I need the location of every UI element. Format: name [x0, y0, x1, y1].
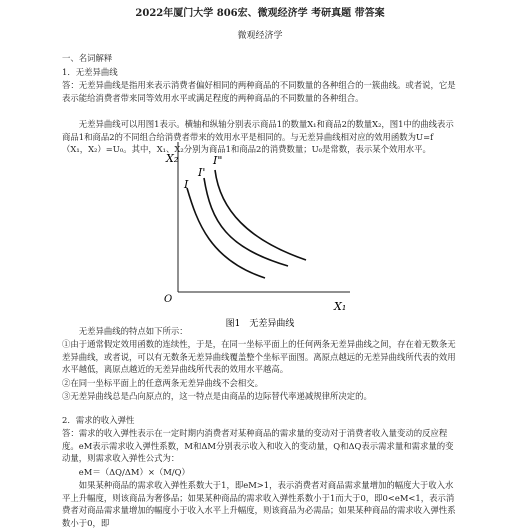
item1-description: 无差异曲线可以用图1表示。横轴和纵轴分别表示商品1的数量X₁和商品2的数量X₂，图1中的曲线表示商品1和商品2的不同组合给消费者带来的效用水平是相同的。与无差异曲线相对应的效用函数为U=f（X₁，X₂）=U₀。其中，X₁、X₂分别为商品1和商品2的消费数量；U₀是常数，表示某个效用水平。	[62, 119, 454, 155]
curve-label-I: I	[184, 178, 189, 191]
origin-label: O	[164, 294, 173, 305]
section-heading: 一、名词解释	[62, 53, 113, 63]
item-heading-1: 1．无差异曲线	[62, 67, 118, 77]
features-title: 无差异曲线的特点如下所示：	[78, 326, 188, 336]
y-axis-label: X₂	[166, 152, 179, 165]
indifference-curve-I-double-prime	[215, 170, 306, 260]
curve-label-I-prime: I'	[198, 166, 206, 179]
page-subtitle: 微观经济学	[237, 31, 283, 41]
item2-formula: eM＝（ΔQ/ΔM）×（M/Q）	[78, 467, 190, 477]
item2-answer: 答：需求的收入弹性表示在一定时期内消费者对某种商品的需求量的变动对于消费者收入量变动的反应程度。eM表示需求收入弹性系数，M和ΔM分别表示收入和收入的变动量，Q和ΔQ表示需求量和需求量的变动量，则需求收入弹性公式为：	[62, 428, 454, 464]
item-heading-2: 2．需求的收入弹性	[62, 415, 135, 425]
feature-2: ②在同一坐标平面上的任意两条无差异曲线不会相交。	[62, 378, 263, 388]
indifference-curve-figure	[160, 142, 360, 342]
indifference-curve-I-prime	[204, 178, 288, 266]
x-axis-label: X₁	[334, 300, 347, 313]
feature-3: ③无差异曲线总是凸向原点的，这一特点是由商品的边际替代率递减规律所决定的。	[62, 391, 372, 401]
figure-caption: 图1 无差异曲线	[225, 319, 295, 329]
curve-label-I-double-prime: I"	[213, 154, 223, 167]
feature-1: ①由于通常假定效用函数的连续性，于是，在同一坐标平面上的任何两条无差异曲线之间，存在着无数条无差异曲线，或者说，可以有无数条无差异曲线覆盖整个坐标平面图。离原点越远的无差异曲线所代表的效用水平越低，离原点越近的无差异曲线所代表的效用水平越高。	[62, 339, 456, 375]
item2-more: 如果某种商品的需求收入弹性系数大于1，即eM>1，表示消费者对商品需求量增加的幅度大于收入水平上升幅度，则该商品为奢侈品；如果某种商品的需求收入弹性系数小于1而大于0，即0<eM<1，表示消费者对商品需求量增加的幅度小于收入水平上升幅度，则该商品为必需品；如果某种商品的需求收入弹性系数小于0，即	[62, 480, 456, 528]
page-title: 2022年厦门大学 806宏、微观经济学 考研真题 带答案	[135, 8, 385, 19]
item1-answer: 答：无差异曲线是指用来表示消费者偏好相同的两种商品的不同数量的各种组合的一簇曲线。或者说，它是表示能给消费者带来同等效用水平或满足程度的两种商品的不同数量的各种组合。	[62, 80, 456, 103]
